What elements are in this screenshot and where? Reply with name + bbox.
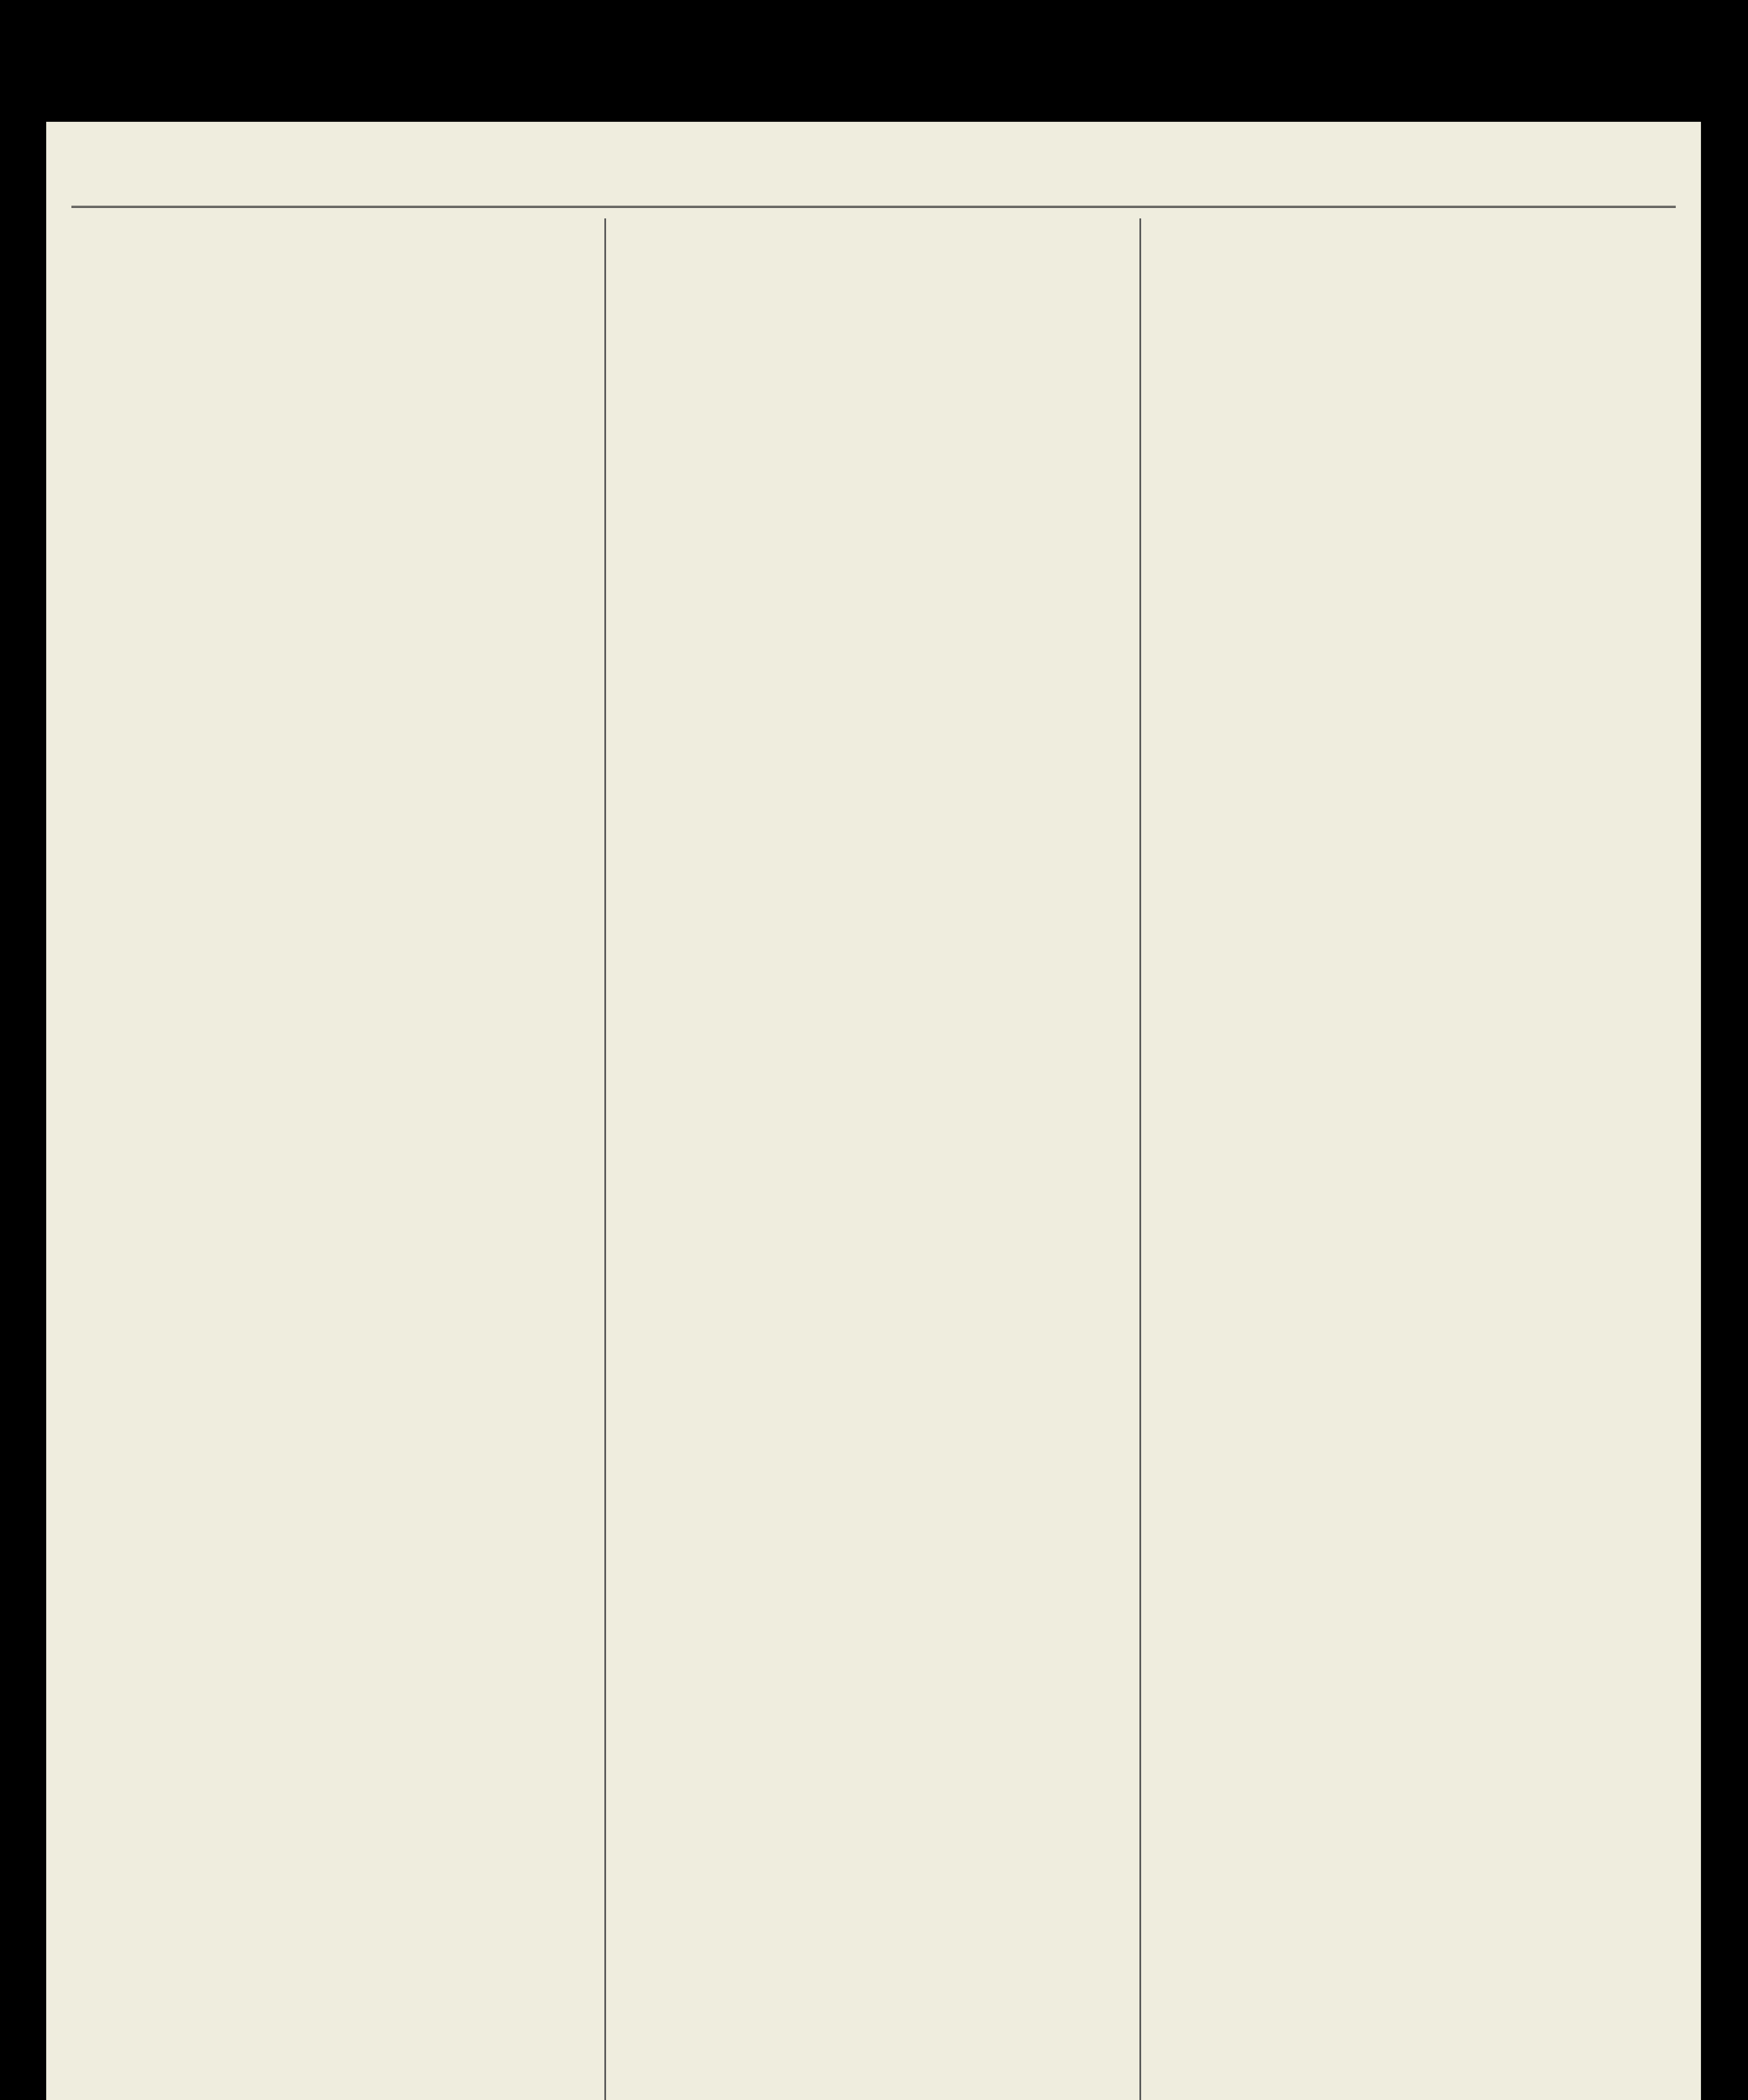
column-1 <box>71 218 606 2100</box>
page-header <box>71 147 1676 208</box>
article-columns <box>71 218 1676 2100</box>
column-3 <box>1141 218 1676 2100</box>
newspaper-page <box>46 122 1701 2100</box>
column-2 <box>606 218 1141 2100</box>
